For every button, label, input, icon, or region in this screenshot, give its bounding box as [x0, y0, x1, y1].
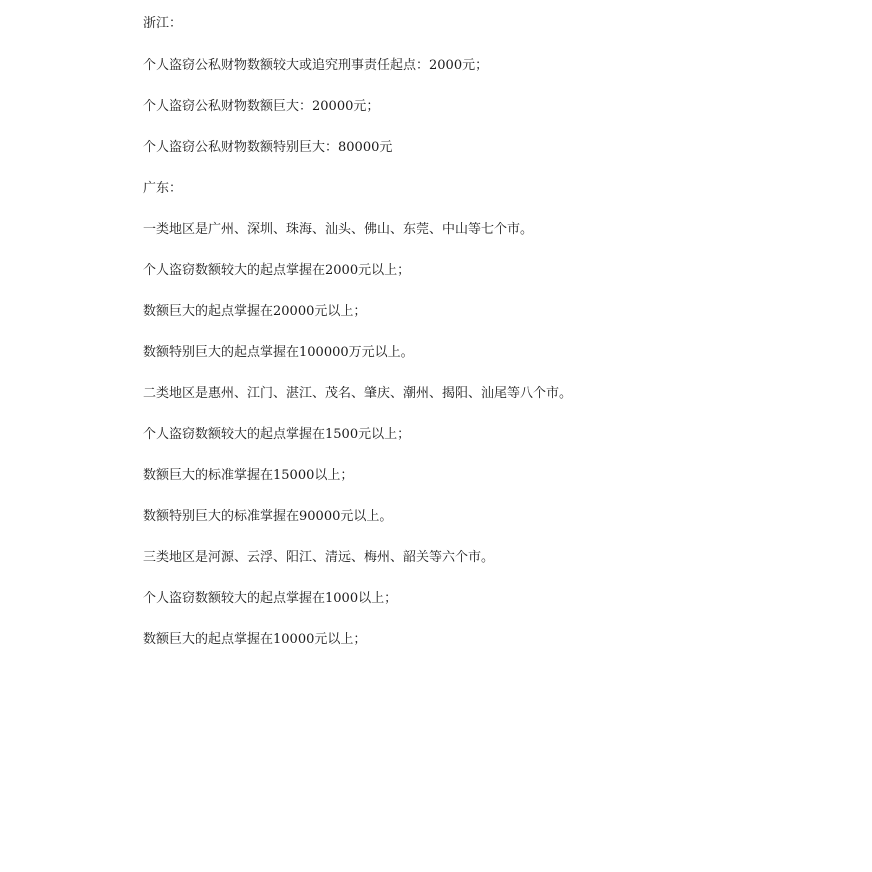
paragraph-class-3-threshold-huge: 数额巨大的起点掌握在10000元以上；	[143, 632, 367, 647]
paragraph-class-2-threshold-especially-huge: 数额特别巨大的标准掌握在90000元以上。	[143, 509, 393, 524]
paragraph-region-class-3: 三类地区是河源、云浮、阳江、清远、梅州、韶关等六个市。	[143, 550, 495, 565]
paragraph-class-3-threshold-large: 个人盗窃数额较大的起点掌握在1000以上；	[143, 591, 398, 606]
paragraph-region-class-1: 一类地区是广州、深圳、珠海、汕头、佛山、东莞、中山等七个市。	[143, 222, 534, 237]
paragraph-class-1-threshold-huge: 数额巨大的起点掌握在20000元以上；	[143, 304, 367, 319]
paragraph-region-class-2: 二类地区是惠州、江门、湛江、茂名、肇庆、潮州、揭阳、汕尾等八个市。	[143, 386, 573, 401]
paragraph-class-1-threshold-large: 个人盗窃数额较大的起点掌握在2000元以上；	[143, 263, 411, 278]
paragraph-zhejiang-threshold-huge: 个人盗窃公私财物数额巨大：20000元；	[143, 99, 380, 114]
paragraph-class-2-threshold-large: 个人盗窃数额较大的起点掌握在1500元以上；	[143, 427, 411, 442]
heading-zhejiang: 浙江：	[143, 16, 183, 31]
paragraph-class-2-threshold-huge: 数额巨大的标准掌握在15000以上；	[143, 468, 354, 483]
paragraph-class-1-threshold-especially-huge: 数额特别巨大的起点掌握在100000万元以上。	[143, 345, 414, 360]
paragraph-zhejiang-threshold-large: 个人盗窃公私财物数额较大或追究刑事责任起点：2000元；	[143, 58, 489, 73]
heading-guangdong: 广东：	[143, 181, 183, 196]
paragraph-zhejiang-threshold-especially-huge: 个人盗窃公私财物数额特别巨大：80000元	[143, 140, 393, 155]
